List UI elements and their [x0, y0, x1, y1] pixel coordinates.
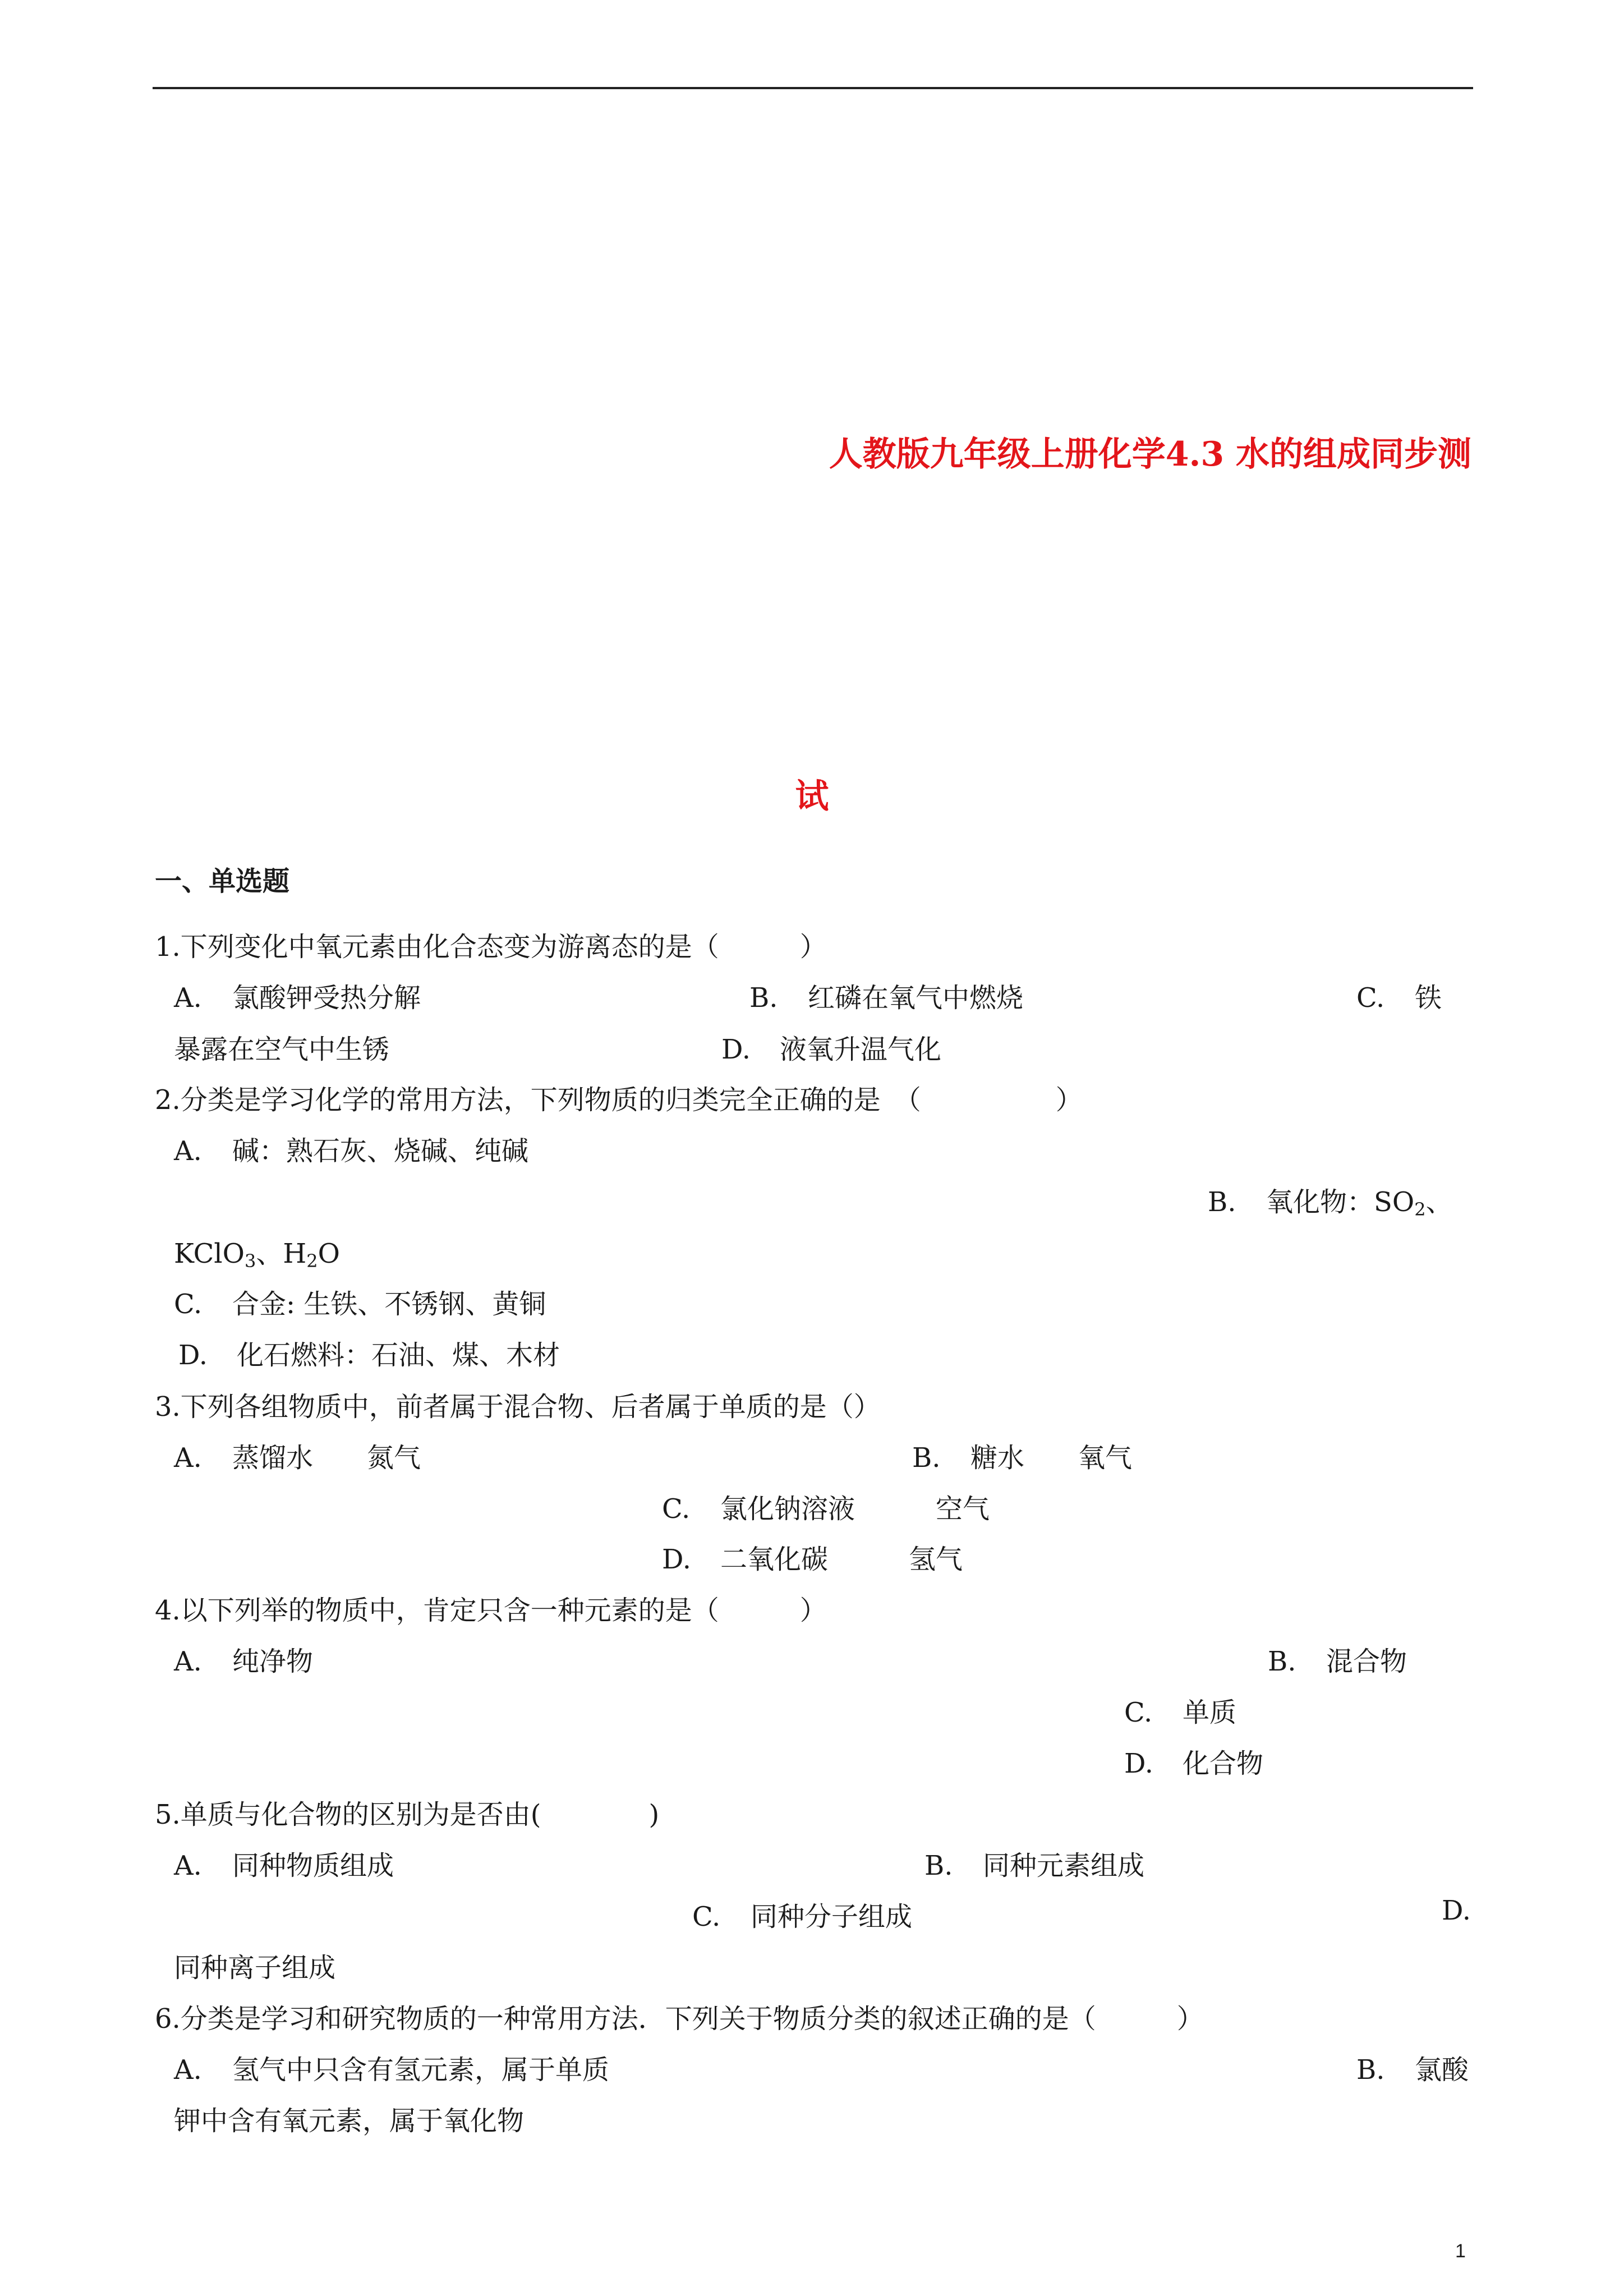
question-stem: 6.分类是学习和研究物质的一种常用方法．下列关于物质分类的叙述正确的是（ ） — [155, 2003, 1204, 2035]
option-d[interactable]: D. 化合物 — [1124, 1748, 1264, 1779]
option-d[interactable]: D. 化石燃料：石油、煤、木材 — [178, 1340, 560, 1371]
document-title-continued: 试 — [795, 777, 829, 816]
option-d-continued: 同种离子组成 — [174, 1952, 336, 1984]
option-d[interactable]: D. — [1442, 1895, 1471, 1926]
question-stem: 3.下列各组物质中，前者属于混合物、后者属于单质的是（） — [155, 1391, 881, 1423]
option-a[interactable]: A. 纯净物 — [174, 1646, 314, 1677]
option-c[interactable]: C. 合金: 生铁、不锈钢、黄铜 — [174, 1289, 546, 1320]
option-c[interactable]: C. 铁 — [1356, 982, 1442, 1014]
page-number: 1 — [1455, 2240, 1466, 2262]
section-heading: 一、单选题 — [155, 866, 290, 897]
question-stem: 4.以下列举的物质中，肯定只含一种元素的是（ ） — [155, 1595, 827, 1626]
option-a[interactable]: A. 同种物质组成 — [174, 1850, 394, 1881]
option-b[interactable]: B. 红磷在氧气中燃烧 — [749, 982, 1024, 1014]
option-c[interactable]: C. 同种分子组成 — [692, 1901, 913, 1932]
option-a[interactable]: A. 碱：熟石灰、烧碱、纯碱 — [174, 1135, 529, 1167]
option-d[interactable]: D. 二氧化碳 氢气 — [662, 1544, 963, 1575]
option-b[interactable]: B. 混合物 — [1268, 1646, 1407, 1677]
option-b[interactable]: B. 同种元素组成 — [924, 1850, 1145, 1881]
option-b[interactable]: B. 糖水 氧气 — [912, 1442, 1133, 1474]
option-b[interactable]: B. 氧化物：$SO_2$、 — [1208, 1186, 1453, 1220]
option-a[interactable]: A. 蒸馏水 氮气 — [174, 1442, 421, 1474]
header-rule — [153, 87, 1473, 89]
option-c-continued: 暴露在空气中生锈 — [174, 1034, 390, 1065]
option-c[interactable]: C. 氯化钠溶液 空气 — [662, 1493, 990, 1525]
option-a[interactable]: A. 氢气中只含有氢元素，属于单质 — [174, 2054, 610, 2086]
option-b-continued: 钾中含有氧元素，属于氧化物 — [174, 2105, 525, 2137]
option-d[interactable]: D. 液氧升温气化 — [721, 1034, 942, 1065]
option-c[interactable]: C. 单质 — [1124, 1697, 1237, 1728]
question-stem: 1.下列变化中氧元素由化合态变为游离态的是（ ） — [155, 931, 827, 963]
question-stem: 2.分类是学习化学的常用方法，下列物质的归类完全正确的是 （ ） — [155, 1084, 1083, 1116]
option-b[interactable]: B. 氯酸 — [1356, 2054, 1469, 2086]
option-b-continued: KClO$_3$、$H_2O$ — [174, 1238, 340, 1272]
question-stem: 5.单质与化合物的区别为是否由( ) — [155, 1799, 660, 1830]
option-a[interactable]: A. 氯酸钾受热分解 — [174, 982, 421, 1014]
document-title: 人教版九年级上册化学4.3 水的组成同步测 — [829, 435, 1471, 474]
